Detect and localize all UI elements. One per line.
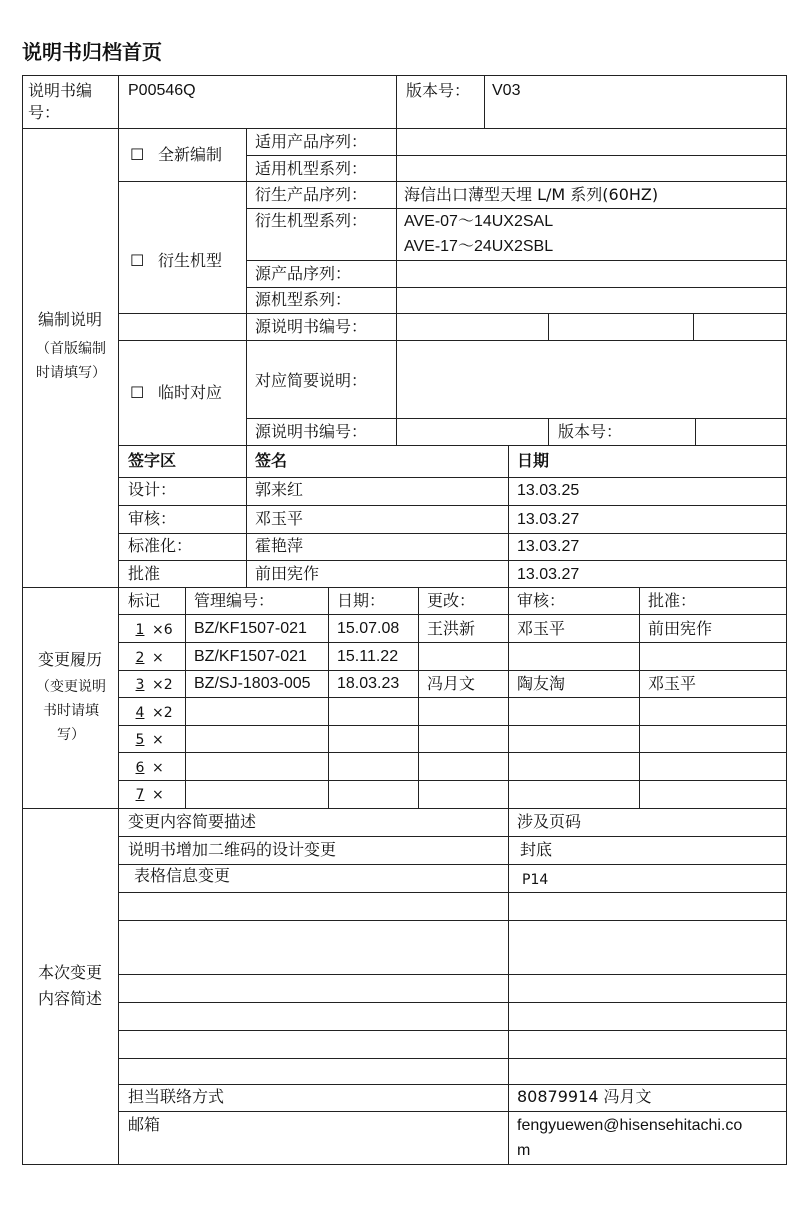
- history-header: 日期：: [337, 591, 386, 610]
- manual-no-value: P00546Q: [128, 82, 196, 99]
- history-mark-no: 6: [135, 760, 145, 776]
- temp-label: 临时对应: [158, 383, 223, 402]
- contact-label: 担当联络方式: [128, 1087, 225, 1106]
- history-mark-x: ×6: [152, 622, 173, 638]
- history-date: 15.11.22: [337, 648, 399, 665]
- history-header: 审核：: [517, 591, 566, 610]
- history-header: 标记: [128, 591, 161, 610]
- sign-name: 前田宪作: [255, 564, 320, 583]
- change-desc: 说明书增加二维码的设计变更: [128, 840, 337, 859]
- history-section-note: （变更说明书时请填写）: [36, 679, 106, 743]
- history-mark-x: ×2: [152, 677, 173, 693]
- sign-name: 郭来红: [255, 480, 304, 499]
- history-review: 邓玉平: [517, 619, 566, 638]
- sign-date-header: 日期: [517, 451, 550, 470]
- history-date: 18.03.23: [337, 675, 400, 692]
- history-header: 批准：: [648, 591, 697, 610]
- history-review: 陶友淘: [517, 674, 566, 693]
- change-desc-header: 变更内容简要描述: [128, 812, 257, 831]
- applicable-models-label: 适用机型系列：: [255, 159, 368, 178]
- history-approve: 前田宪作: [648, 619, 713, 638]
- checkbox-derive[interactable]: ☐: [130, 251, 145, 270]
- sign-role: 审核：: [128, 509, 177, 528]
- change-section-label-1: 本次变更: [37, 963, 102, 982]
- sign-name: 邓玉平: [255, 509, 304, 528]
- history-mark-no: 3: [135, 677, 145, 693]
- history-mark-x: ×: [152, 760, 164, 776]
- version-value: V03: [492, 82, 521, 99]
- derive-label: 衍生机型: [158, 251, 223, 270]
- history-code: BZ/SJ-1803-005: [194, 675, 311, 692]
- page-title: 说明书归档首页: [22, 40, 162, 64]
- history-mark-x: ×: [152, 732, 164, 748]
- sign-date: 13.03.27: [517, 566, 580, 583]
- brief-label: 对应简要说明：: [255, 371, 368, 390]
- sign-name: 霍艳萍: [255, 536, 304, 555]
- email-value-1: fengyuewen@hisensehitachi.co: [517, 1117, 743, 1134]
- version-label-2: 版本号：: [558, 422, 623, 441]
- contact-value: 80879914 冯月文: [517, 1087, 652, 1106]
- compile-section-note: （首版编制时请填写）: [36, 341, 106, 381]
- derived-models-label: 衍生机型系列：: [255, 211, 368, 230]
- history-mark-no: 4: [135, 705, 145, 721]
- manual-no-label: 说明书编号：: [28, 81, 93, 122]
- change-desc: 表格信息变更: [134, 866, 231, 885]
- history-code: BZ/KF1507-021: [194, 620, 307, 637]
- history-mark-no: 2: [135, 650, 145, 666]
- history-mark-no: 5: [135, 732, 145, 748]
- history-mark-no: 1: [135, 622, 145, 638]
- sign-date: 13.03.27: [517, 511, 580, 528]
- sign-name-header: 签名: [255, 451, 288, 470]
- history-section-label: 变更履历: [37, 650, 102, 669]
- sign-role: 设计：: [128, 480, 177, 499]
- history-mark-x: ×: [152, 650, 164, 666]
- history-header: 更改：: [427, 591, 476, 610]
- derived-models-value-1: AVE-07～14UX2SAL: [404, 213, 554, 230]
- source-models-label: 源机型系列：: [255, 290, 352, 309]
- history-header: 管理编号：: [194, 591, 275, 610]
- change-section-label-2: 内容简述: [37, 989, 102, 1008]
- sign-date: 13.03.27: [517, 538, 580, 555]
- derived-models-value-2: AVE-17～24UX2SBL: [404, 238, 554, 255]
- checkbox-temp[interactable]: ☐: [130, 383, 145, 402]
- history-approve: 邓玉平: [648, 674, 697, 693]
- source-series-label: 源产品序列：: [255, 264, 352, 283]
- history-mark-x: ×2: [152, 705, 173, 721]
- change-pages: 封底: [520, 840, 553, 859]
- change-pages: P14: [522, 872, 549, 888]
- derived-series-label: 衍生产品序列：: [255, 185, 368, 204]
- derived-series-value: 海信出口薄型天埋 L/M 系列(60HZ): [404, 185, 659, 204]
- sign-area-header: 签字区: [128, 451, 177, 470]
- archive-form: [22, 75, 787, 1165]
- change-pages-header: 涉及页码: [517, 812, 582, 831]
- email-value-2: m: [517, 1142, 531, 1159]
- source-manual-no-label-2: 源说明书编号：: [255, 422, 368, 441]
- history-date: 15.07.08: [337, 620, 400, 637]
- version-label: 版本号：: [406, 81, 471, 100]
- checkbox-new[interactable]: ☐: [130, 145, 145, 164]
- history-code: BZ/KF1507-021: [194, 648, 307, 665]
- history-mark-no: 7: [135, 787, 145, 803]
- history-mark-x: ×: [152, 787, 164, 803]
- compile-section-label: 编制说明: [37, 310, 102, 329]
- sign-date: 13.03.25: [517, 482, 580, 499]
- history-change: 王洪新: [427, 619, 476, 638]
- sign-role: 标准化：: [128, 536, 193, 555]
- new-compile-label: 全新编制: [158, 145, 223, 164]
- history-change: 冯月文: [427, 674, 476, 693]
- sign-role: 批准: [128, 564, 161, 583]
- source-manual-no-label: 源说明书编号：: [255, 317, 368, 336]
- applicable-series-label: 适用产品序列：: [255, 132, 368, 151]
- email-label: 邮箱: [128, 1115, 161, 1134]
